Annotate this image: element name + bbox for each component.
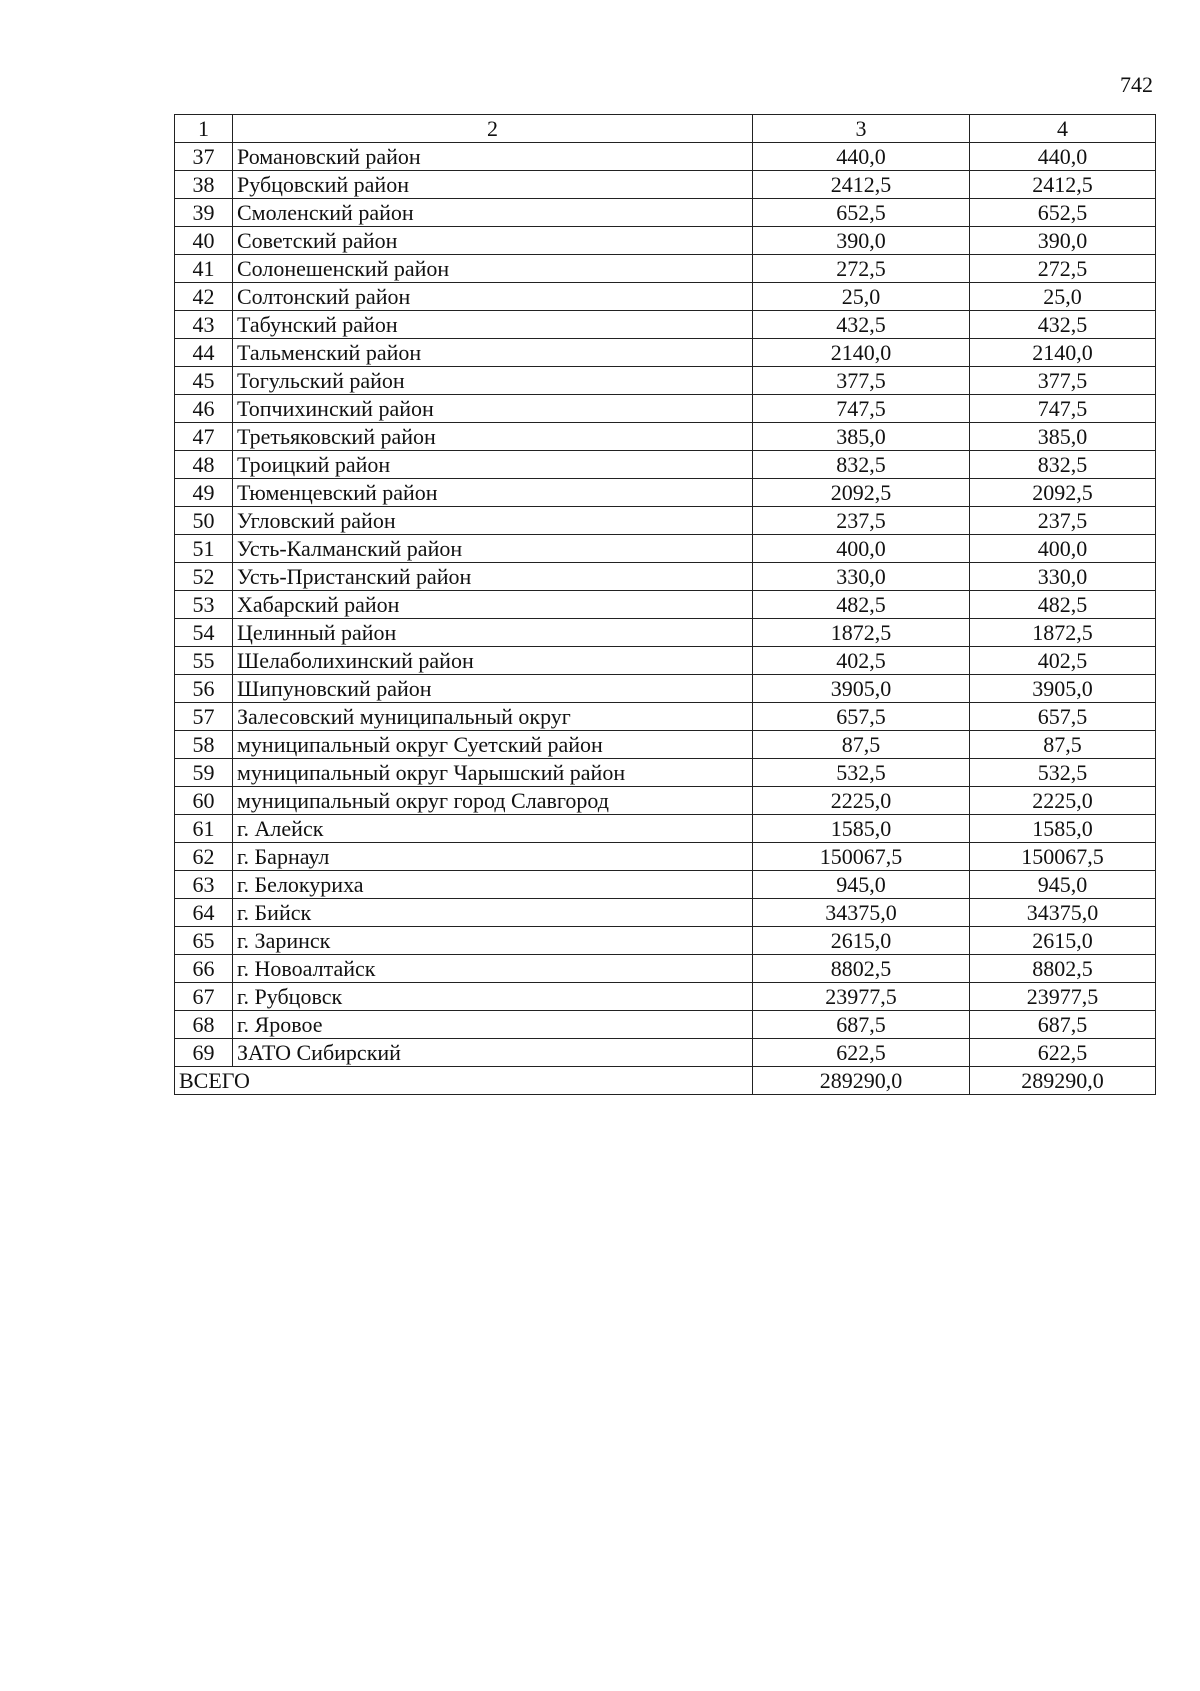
column3-value-cell: 2412,5 xyxy=(753,171,970,199)
district-name-cell: Усть-Пристанский район xyxy=(233,563,753,591)
district-name-cell: г. Заринск xyxy=(233,927,753,955)
row-number-cell: 59 xyxy=(175,759,233,787)
column4-value-cell: 400,0 xyxy=(970,535,1156,563)
table-row xyxy=(175,311,1156,339)
district-name-cell: г. Бийск xyxy=(233,899,753,927)
table-row xyxy=(175,787,1156,815)
district-name-cell: Усть-Калманский район xyxy=(233,535,753,563)
column3-value-cell: 34375,0 xyxy=(753,899,970,927)
column4-value-cell: 34375,0 xyxy=(970,899,1156,927)
column3-value-cell: 657,5 xyxy=(753,703,970,731)
column3-value-cell: 23977,5 xyxy=(753,983,970,1011)
column4-value-cell: 330,0 xyxy=(970,563,1156,591)
row-number-cell: 68 xyxy=(175,1011,233,1039)
row-number-cell: 50 xyxy=(175,507,233,535)
table-row xyxy=(175,563,1156,591)
column4-value-cell: 2225,0 xyxy=(970,787,1156,815)
column4-value-cell: 23977,5 xyxy=(970,983,1156,1011)
column3-value-cell: 150067,5 xyxy=(753,843,970,871)
column4-value-cell: 1585,0 xyxy=(970,815,1156,843)
row-number-cell: 47 xyxy=(175,423,233,451)
column3-value-cell: 25,0 xyxy=(753,283,970,311)
total-v4-cell: 289290,0 xyxy=(970,1067,1156,1095)
column3-value-cell: 622,5 xyxy=(753,1039,970,1067)
table-body xyxy=(175,115,1156,1095)
column4-value-cell: 482,5 xyxy=(970,591,1156,619)
row-number-cell: 63 xyxy=(175,871,233,899)
column4-value-cell: 657,5 xyxy=(970,703,1156,731)
column4-value-cell: 945,0 xyxy=(970,871,1156,899)
row-number-cell: 65 xyxy=(175,927,233,955)
column3-value-cell: 87,5 xyxy=(753,731,970,759)
district-name-cell: Смоленский район xyxy=(233,199,753,227)
district-name-cell: Рубцовский район xyxy=(233,171,753,199)
allocation-table xyxy=(174,114,1156,1095)
row-number-cell: 41 xyxy=(175,255,233,283)
table-row xyxy=(175,899,1156,927)
page-number: 742 xyxy=(1120,72,1153,97)
district-name-cell: Третьяковский район xyxy=(233,423,753,451)
column3-value-cell: 400,0 xyxy=(753,535,970,563)
district-name-cell: Тогульский район xyxy=(233,367,753,395)
table-row xyxy=(175,871,1156,899)
table-row xyxy=(175,339,1156,367)
column3-value-cell: 385,0 xyxy=(753,423,970,451)
district-name-cell: г. Алейск xyxy=(233,815,753,843)
row-number-cell: 54 xyxy=(175,619,233,647)
table-row xyxy=(175,759,1156,787)
row-number-cell: 64 xyxy=(175,899,233,927)
column4-value-cell: 687,5 xyxy=(970,1011,1156,1039)
column3-value-cell: 687,5 xyxy=(753,1011,970,1039)
row-number-cell: 57 xyxy=(175,703,233,731)
row-number-cell: 55 xyxy=(175,647,233,675)
table-row xyxy=(175,199,1156,227)
column3-value-cell: 432,5 xyxy=(753,311,970,339)
column3-value-cell: 390,0 xyxy=(753,227,970,255)
table-row xyxy=(175,703,1156,731)
district-name-cell: г. Белокуриха xyxy=(233,871,753,899)
row-number-cell: 44 xyxy=(175,339,233,367)
row-number-cell: 37 xyxy=(175,143,233,171)
row-number-cell: 38 xyxy=(175,171,233,199)
table-row xyxy=(175,507,1156,535)
table-row xyxy=(175,647,1156,675)
column4-value-cell: 2092,5 xyxy=(970,479,1156,507)
table-row xyxy=(175,927,1156,955)
district-name-cell: Шелаболихинский район xyxy=(233,647,753,675)
column4-value-cell: 402,5 xyxy=(970,647,1156,675)
district-name-cell: ЗАТО Сибирский xyxy=(233,1039,753,1067)
row-number-cell: 42 xyxy=(175,283,233,311)
column4-value-cell: 3905,0 xyxy=(970,675,1156,703)
column4-value-cell: 440,0 xyxy=(970,143,1156,171)
district-name-cell: г. Новоалтайск xyxy=(233,955,753,983)
column3-value-cell: 1585,0 xyxy=(753,815,970,843)
row-number-cell: 46 xyxy=(175,395,233,423)
column3-value-cell: 272,5 xyxy=(753,255,970,283)
table-row xyxy=(175,675,1156,703)
table-row xyxy=(175,731,1156,759)
header-cell-col1: 1 xyxy=(175,115,233,143)
table-row xyxy=(175,815,1156,843)
district-name-cell: Шипуновский район xyxy=(233,675,753,703)
column4-value-cell: 2615,0 xyxy=(970,927,1156,955)
column3-value-cell: 747,5 xyxy=(753,395,970,423)
column4-value-cell: 272,5 xyxy=(970,255,1156,283)
table-row xyxy=(175,619,1156,647)
column4-value-cell: 622,5 xyxy=(970,1039,1156,1067)
column4-value-cell: 237,5 xyxy=(970,507,1156,535)
column4-value-cell: 832,5 xyxy=(970,451,1156,479)
row-number-cell: 40 xyxy=(175,227,233,255)
column4-value-cell: 432,5 xyxy=(970,311,1156,339)
district-name-cell: Залесовский муниципальный округ xyxy=(233,703,753,731)
district-name-cell: Солонешенский район xyxy=(233,255,753,283)
district-name-cell: Табунский район xyxy=(233,311,753,339)
table-row xyxy=(175,591,1156,619)
column3-value-cell: 237,5 xyxy=(753,507,970,535)
table-header-row xyxy=(175,115,1156,143)
district-name-cell: Хабарский район xyxy=(233,591,753,619)
district-name-cell: Советский район xyxy=(233,227,753,255)
row-number-cell: 45 xyxy=(175,367,233,395)
table-row xyxy=(175,227,1156,255)
column3-value-cell: 377,5 xyxy=(753,367,970,395)
district-name-cell: Целинный район xyxy=(233,619,753,647)
table-row xyxy=(175,479,1156,507)
row-number-cell: 66 xyxy=(175,955,233,983)
row-number-cell: 60 xyxy=(175,787,233,815)
row-number-cell: 53 xyxy=(175,591,233,619)
district-name-cell: муниципальный округ Суетский район xyxy=(233,731,753,759)
district-name-cell: Тюменцевский район xyxy=(233,479,753,507)
district-name-cell: Троицкий район xyxy=(233,451,753,479)
column3-value-cell: 2092,5 xyxy=(753,479,970,507)
column3-value-cell: 8802,5 xyxy=(753,955,970,983)
header-cell-col2: 2 xyxy=(233,115,753,143)
column3-value-cell: 2140,0 xyxy=(753,339,970,367)
table-row xyxy=(175,983,1156,1011)
column4-value-cell: 25,0 xyxy=(970,283,1156,311)
column4-value-cell: 87,5 xyxy=(970,731,1156,759)
district-name-cell: Топчихинский район xyxy=(233,395,753,423)
row-number-cell: 67 xyxy=(175,983,233,1011)
table-row xyxy=(175,143,1156,171)
district-name-cell: г. Барнаул xyxy=(233,843,753,871)
district-name-cell: г. Рубцовск xyxy=(233,983,753,1011)
column3-value-cell: 945,0 xyxy=(753,871,970,899)
row-number-cell: 56 xyxy=(175,675,233,703)
district-name-cell: Романовский район xyxy=(233,143,753,171)
column4-value-cell: 377,5 xyxy=(970,367,1156,395)
table-row xyxy=(175,283,1156,311)
table-row xyxy=(175,955,1156,983)
column3-value-cell: 482,5 xyxy=(753,591,970,619)
column4-value-cell: 532,5 xyxy=(970,759,1156,787)
column4-value-cell: 1872,5 xyxy=(970,619,1156,647)
district-name-cell: г. Яровое xyxy=(233,1011,753,1039)
column3-value-cell: 2615,0 xyxy=(753,927,970,955)
row-number-cell: 39 xyxy=(175,199,233,227)
column3-value-cell: 402,5 xyxy=(753,647,970,675)
column3-value-cell: 2225,0 xyxy=(753,787,970,815)
table-row xyxy=(175,255,1156,283)
table-row xyxy=(175,423,1156,451)
row-number-cell: 69 xyxy=(175,1039,233,1067)
district-name-cell: муниципальный округ город Славгород xyxy=(233,787,753,815)
table-row xyxy=(175,451,1156,479)
row-number-cell: 62 xyxy=(175,843,233,871)
row-number-cell: 52 xyxy=(175,563,233,591)
header-cell-col4: 4 xyxy=(970,115,1156,143)
row-number-cell: 51 xyxy=(175,535,233,563)
row-number-cell: 58 xyxy=(175,731,233,759)
district-name-cell: Тальменский район xyxy=(233,339,753,367)
column4-value-cell: 747,5 xyxy=(970,395,1156,423)
district-name-cell: Угловский район xyxy=(233,507,753,535)
column4-value-cell: 385,0 xyxy=(970,423,1156,451)
column3-value-cell: 330,0 xyxy=(753,563,970,591)
column4-value-cell: 2140,0 xyxy=(970,339,1156,367)
table-row xyxy=(175,395,1156,423)
column3-value-cell: 440,0 xyxy=(753,143,970,171)
column3-value-cell: 532,5 xyxy=(753,759,970,787)
row-number-cell: 43 xyxy=(175,311,233,339)
total-v3-cell: 289290,0 xyxy=(753,1067,970,1095)
column4-value-cell: 390,0 xyxy=(970,227,1156,255)
district-name-cell: муниципальный округ Чарышский район xyxy=(233,759,753,787)
column3-value-cell: 1872,5 xyxy=(753,619,970,647)
column3-value-cell: 832,5 xyxy=(753,451,970,479)
row-number-cell: 49 xyxy=(175,479,233,507)
column4-value-cell: 150067,5 xyxy=(970,843,1156,871)
table-row xyxy=(175,843,1156,871)
table-row xyxy=(175,1039,1156,1067)
column3-value-cell: 3905,0 xyxy=(753,675,970,703)
row-number-cell: 61 xyxy=(175,815,233,843)
column3-value-cell: 652,5 xyxy=(753,199,970,227)
column4-value-cell: 652,5 xyxy=(970,199,1156,227)
table-row xyxy=(175,367,1156,395)
row-number-cell: 48 xyxy=(175,451,233,479)
column4-value-cell: 2412,5 xyxy=(970,171,1156,199)
table-row xyxy=(175,535,1156,563)
total-label: ВСЕГО xyxy=(175,1067,753,1095)
district-name-cell: Солтонский район xyxy=(233,283,753,311)
header-cell-col3: 3 xyxy=(753,115,970,143)
column4-value-cell: 8802,5 xyxy=(970,955,1156,983)
table-row xyxy=(175,171,1156,199)
total-row xyxy=(175,1067,1156,1095)
table-row xyxy=(175,1011,1156,1039)
